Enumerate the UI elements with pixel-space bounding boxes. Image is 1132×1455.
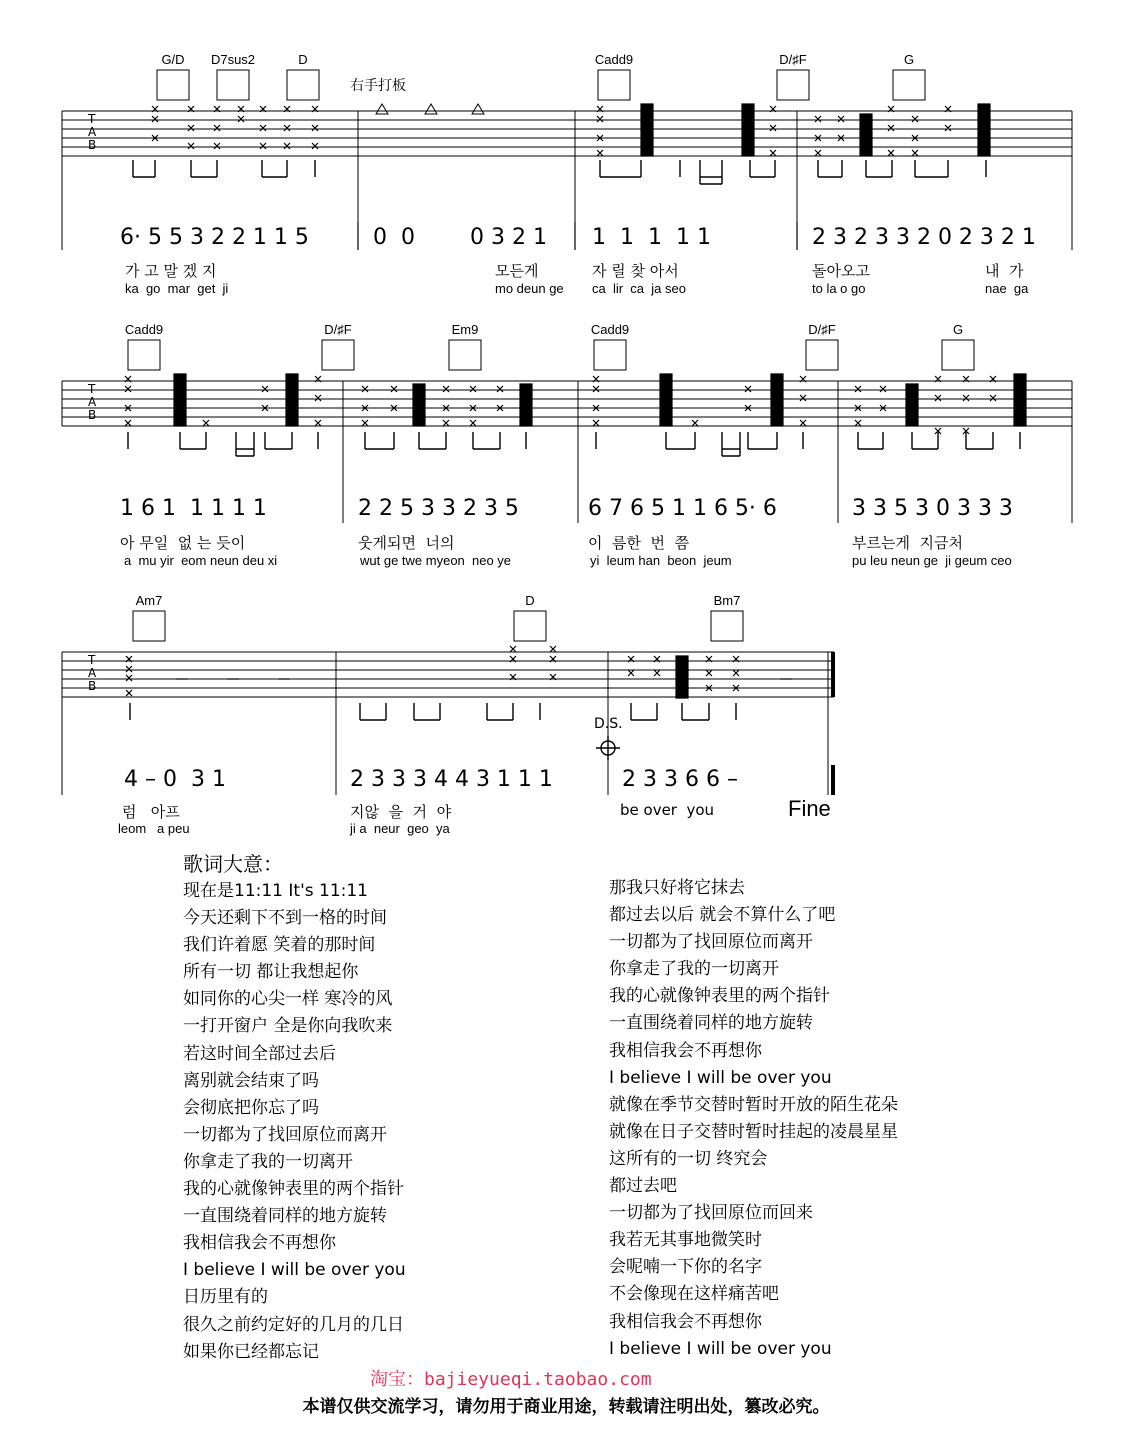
meaning-line: I believe I will be over you [609,1067,832,1088]
meaning-line: 我的心就像钟表里的两个指针 [609,986,830,1007]
meaning-line: 若这时间全部过去后 [183,1043,336,1064]
meaning-line: 一切都为了找回原位而离开 [609,932,813,953]
chord-diagrams-3 [133,611,743,641]
meaning-line: I believe I will be over you [183,1260,406,1281]
lyric-romanized: leom a peu [118,821,190,836]
meaning-line: 你拿走了我的一切离开 [609,959,779,980]
lyric-korean: be over you [620,801,715,819]
lyric-korean: 아 무일 없 는 듯이 [120,534,246,552]
jianpu-bar: 2 3 2 3 3 2 0 2 3 2 1 [812,225,1036,250]
chord-name: Bm7 [713,593,741,608]
lyric-romanized: ca lir ca ja seo [592,281,686,296]
chord-name: D/♯F [808,322,836,337]
lyric-korean: 부르는게 지금처 [852,534,963,552]
meaning-line: 那我只好将它抹去 [609,878,745,898]
meaning-line: 离别就会结束了吗 [183,1070,319,1091]
lyric-korean: 모든게 [495,262,539,280]
meaning-line: 就像在季节交替时暂时开放的陌生花朵 [609,1094,898,1115]
meaning-line: 都过去吧 [609,1176,677,1197]
chord-name: G [903,52,915,67]
meaning-line: 一打开窗户 全是你向我吹来 [183,1016,393,1037]
chord-name: G/D [161,52,185,67]
meaning-line: I believe I will be over you [609,1338,832,1359]
chord-name: D/♯F [324,322,352,337]
meaning-title: 歌词大意： [183,852,283,876]
chord-name: Cadd9 [590,322,630,337]
lyric-korean: 웃게되면 너의 [358,534,455,552]
ds-marker: D.S. [594,716,623,732]
chord-name: Em9 [451,322,479,337]
jianpu-bar: 2 3 3 6 6 – [622,767,738,792]
jianpu-bar: 2 3 3 3 4 4 3 1 1 1 [350,767,553,792]
chord-name: G [952,322,964,337]
meaning-line: 一直围绕着同样的地方旋转 [609,1013,813,1034]
meaning-line: 这所有的一切 终究会 [609,1148,768,1169]
meaning-right-column [609,875,898,1363]
lyric-korean: 돌아오고 [812,262,870,280]
jianpu-bar: 0 3 2 1 [470,225,547,250]
meaning-line: 我相信我会不再想你 [609,1040,762,1061]
tab-clef: T A B [88,112,97,152]
meaning-line: 日历里有的 [183,1287,268,1308]
meaning-line: 不会像现在这样痛苦吧 [609,1284,779,1305]
meaning-line: 一切都为了找回原位而离开 [183,1124,387,1145]
meaning-line: 你拿走了我的一切离开 [183,1151,353,1172]
jianpu-bar: 1 6 1 1 1 1 1 [120,496,267,521]
meaning-line: 一切都为了找回原位而回来 [609,1203,813,1224]
chord-name: D/♯F [779,52,807,67]
jianpu-bar: 3 3 5 3 0 3 3 3 [852,496,1013,521]
store-link[interactable]: 淘宝：bajieyueqi.taobao.com [370,1369,652,1390]
lyric-romanized: ka go mar get ji [125,281,229,296]
lyric-romanized: nae ga [985,281,1029,296]
jianpu-bar: 4 – 0 3 1 [124,767,226,792]
lyric-romanized: mo deun ge [495,281,564,296]
tab-clef: T A B [88,382,97,422]
segno-icon [596,736,620,760]
lyric-romanized: a mu yir eom neun deu xi [124,553,278,568]
lyric-korean: 지않 을 거 야 [350,803,452,821]
meaning-line: 今天还剩下不到一格的时间 [183,908,387,929]
meaning-line: 现在是11:11 It's 11:11 [183,881,368,901]
meaning-line: 我相信我会不再想你 [609,1311,762,1332]
jianpu-bar: 6· 5 5 3 2 2 1 1 5 [120,225,309,250]
jianpu-bar: 0 0 [373,225,415,250]
meaning-line: 一直围绕着同样的地方旋转 [183,1206,387,1227]
chord-name: Cadd9 [124,322,164,337]
chord-name: Am7 [135,593,163,608]
meaning-line: 会彻底把你忘了吗 [183,1097,319,1118]
copyright-note: 本谱仅供交流学习，请勿用于商业用途，转载请注明出处，篡改必究。 [302,1397,830,1417]
lyric-korean: 가 고 말 겠 지 [125,262,217,280]
lyric-korean: 자 릴 찾 아서 [592,262,679,280]
meaning-line: 我若无其事地微笑时 [609,1230,762,1251]
meaning-line: 就像在日子交替时暂时挂起的凌晨星星 [609,1121,898,1142]
meaning-left-column [183,878,406,1366]
lyric-romanized: yi leum han beon jeum [590,553,732,568]
jianpu-bar: 1 1 1 1 1 [592,225,711,250]
meaning-line: 如同你的心尖一样 寒冷的风 [183,989,393,1010]
lyric-romanized: pu leu neun ge ji geum ceo [852,553,1012,568]
meaning-line: 我相信我会不再想你 [183,1233,336,1254]
lyric-romanized: ji a neur geo ya [350,821,450,836]
meaning-line: 如果你已经都忘记 [183,1341,319,1362]
lyric-korean: 내 가 [985,262,1024,280]
meaning-line: 我的心就像钟表里的两个指针 [183,1179,404,1200]
lyric-korean: 럼 아프 [122,803,180,821]
chord-name: D7sus2 [210,52,256,67]
lyric-romanized: to la o go [812,281,866,296]
chord-name: D [525,593,535,608]
meaning-line: 很久之前约定好的几月的几日 [183,1314,404,1335]
tab-clef: T A B [88,653,97,693]
meaning-line: 所有一切 都让我想起你 [183,962,359,983]
meaning-line: 都过去以后 就会不算什么了吧 [609,905,836,926]
annotation-text: 右手打板 [350,78,406,94]
fine-marker: Fine [788,796,831,821]
meaning-line: 会呢喃一下你的名字 [609,1257,762,1278]
chord-name: D [298,52,308,67]
rhythm-3 [130,703,736,720]
jianpu-bar: 6 7 6 5 1 1 6 5· 6 [588,496,777,521]
lyric-korean: 이 름한 번 쯤 [588,534,690,552]
lyric-romanized: wut ge twe myeon neo ye [360,553,512,568]
tab-notes-3 [126,646,792,698]
jianpu-bar: 2 2 5 3 3 2 3 5 [358,496,519,521]
meaning-line: 我们许着愿 笑着的那时间 [183,935,376,956]
chord-name: Cadd9 [594,52,634,67]
